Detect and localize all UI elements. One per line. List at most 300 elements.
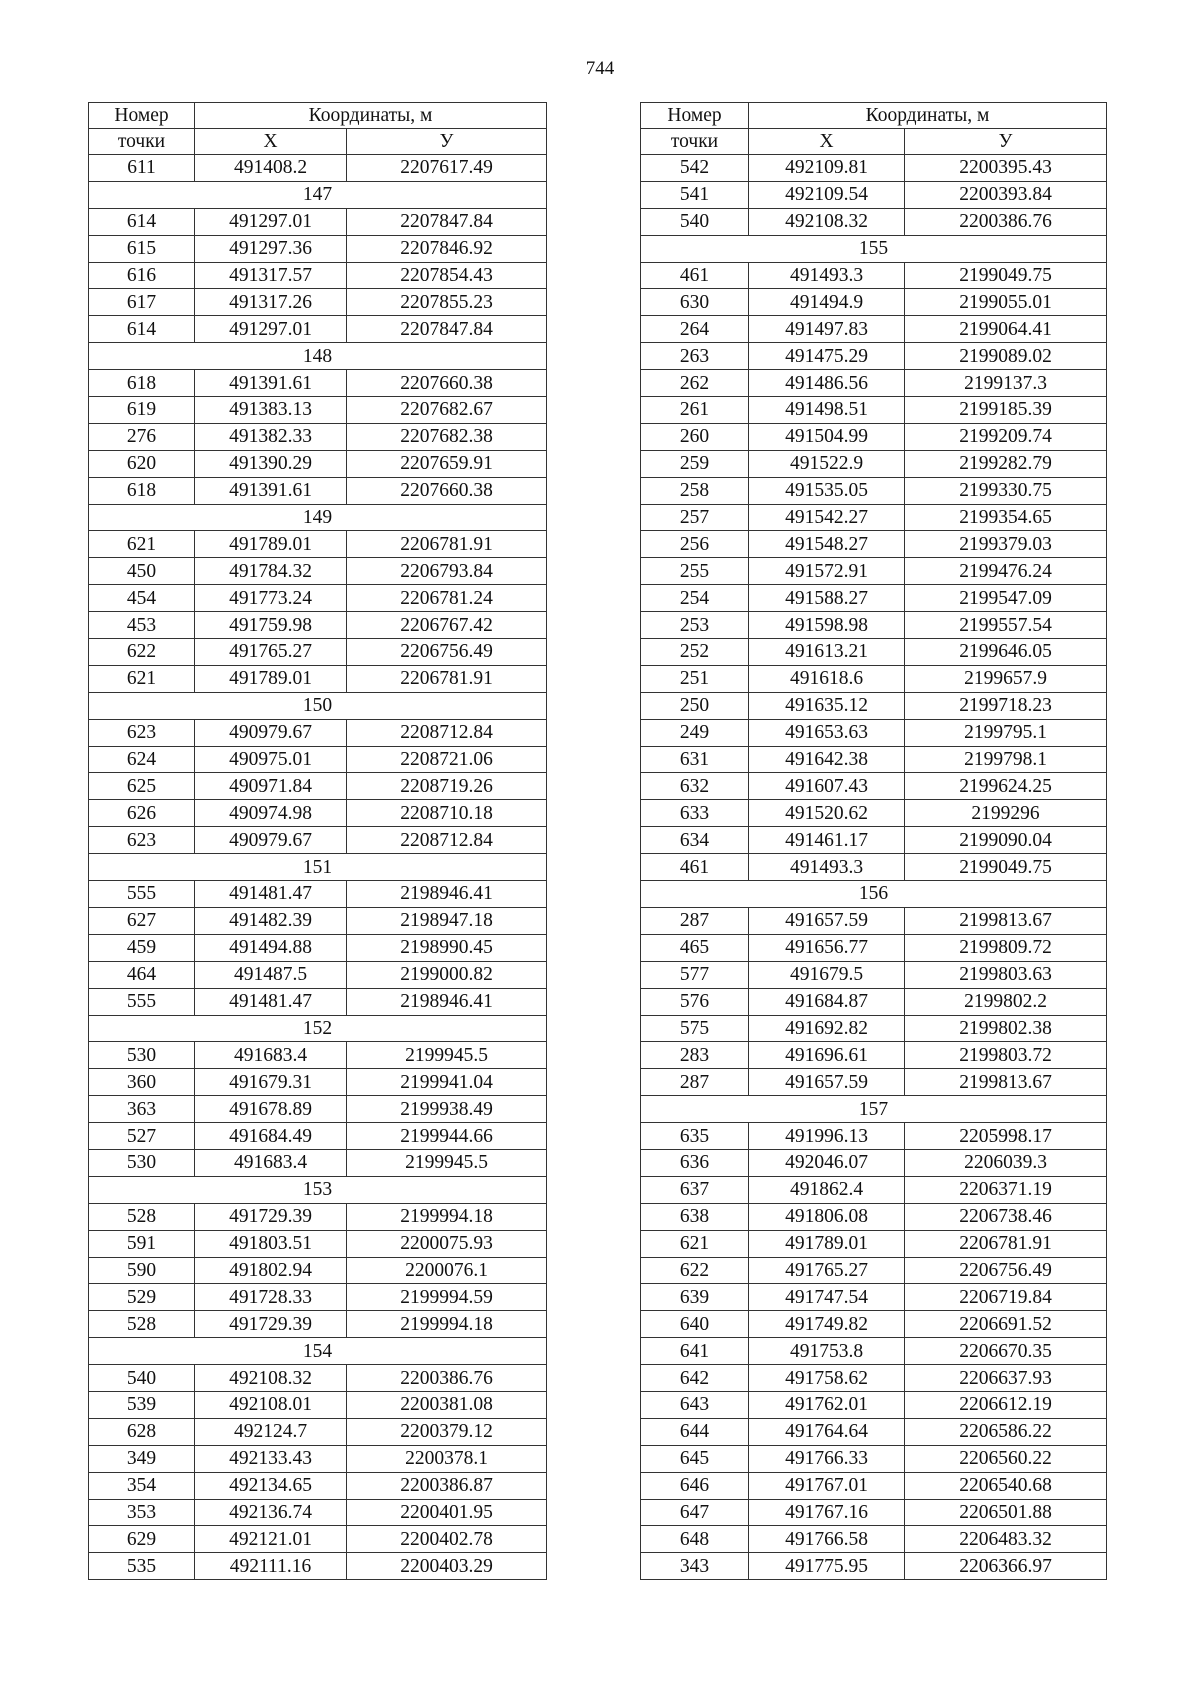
table-row <box>641 1149 1107 1176</box>
table-row <box>641 1472 1107 1499</box>
point-number-cell: 461 <box>641 854 749 881</box>
y-coordinate-cell: 2199354.65 <box>905 504 1107 531</box>
y-coordinate-cell: 2200381.08 <box>347 1391 547 1418</box>
table-row <box>89 1472 547 1499</box>
x-coordinate-cell: 491542.27 <box>749 504 905 531</box>
point-number-cell: 644 <box>641 1418 749 1445</box>
table-row <box>641 1176 1107 1203</box>
y-coordinate-cell: 2200386.87 <box>347 1472 547 1499</box>
y-coordinate-cell: 2200075.93 <box>347 1230 547 1257</box>
x-coordinate-cell: 491297.01 <box>195 316 347 343</box>
y-coordinate-cell: 2199049.75 <box>905 854 1107 881</box>
table-row <box>641 1391 1107 1418</box>
x-coordinate-cell: 491764.64 <box>749 1418 905 1445</box>
y-coordinate-cell: 2199379.03 <box>905 531 1107 558</box>
x-coordinate-cell: 491684.87 <box>749 988 905 1015</box>
table-row <box>641 477 1107 504</box>
y-coordinate-cell: 2206781.24 <box>347 585 547 612</box>
point-number-cell: 255 <box>641 558 749 585</box>
x-coordinate-cell: 491775.95 <box>749 1553 905 1580</box>
y-coordinate-cell: 2199945.5 <box>347 1042 547 1069</box>
point-number-cell: 634 <box>641 827 749 854</box>
y-coordinate-cell: 2200378.1 <box>347 1445 547 1472</box>
section-number: 153 <box>89 1176 547 1203</box>
point-number-cell: 577 <box>641 961 749 988</box>
x-coordinate-cell: 491684.49 <box>195 1123 347 1150</box>
y-coordinate-cell: 2206738.46 <box>905 1203 1107 1230</box>
point-number-cell: 453 <box>89 612 195 639</box>
x-coordinate-cell: 491487.5 <box>195 961 347 988</box>
x-coordinate-cell: 492133.43 <box>195 1445 347 1472</box>
x-coordinate-cell: 490971.84 <box>195 773 347 800</box>
y-coordinate-cell: 2208712.84 <box>347 719 547 746</box>
y-coordinate-cell: 2206039.3 <box>905 1149 1107 1176</box>
x-coordinate-cell: 491572.91 <box>749 558 905 585</box>
table-row <box>641 1042 1107 1069</box>
point-number-cell: 258 <box>641 477 749 504</box>
y-coordinate-cell: 2199049.75 <box>905 262 1107 289</box>
point-number-cell: 540 <box>641 208 749 235</box>
y-coordinate-cell: 2199282.79 <box>905 450 1107 477</box>
point-number-cell: 620 <box>89 450 195 477</box>
table-row <box>641 316 1107 343</box>
point-number-cell: 645 <box>641 1445 749 1472</box>
point-number-cell: 618 <box>89 477 195 504</box>
x-coordinate-cell: 491753.8 <box>749 1338 905 1365</box>
y-coordinate-cell: 2206371.19 <box>905 1176 1107 1203</box>
table-row <box>641 262 1107 289</box>
y-coordinate-cell: 2199803.72 <box>905 1042 1107 1069</box>
section-row <box>641 1096 1107 1123</box>
x-coordinate-cell: 491598.98 <box>749 612 905 639</box>
point-number-cell: 539 <box>89 1391 195 1418</box>
point-number-cell: 260 <box>641 423 749 450</box>
point-number-cell: 530 <box>89 1042 195 1069</box>
point-number-cell: 591 <box>89 1230 195 1257</box>
table-row <box>641 692 1107 719</box>
x-coordinate-cell: 491391.61 <box>195 370 347 397</box>
point-number-cell: 611 <box>89 155 195 182</box>
point-number-cell: 354 <box>89 1472 195 1499</box>
table-row <box>89 827 547 854</box>
table-row <box>641 1311 1107 1338</box>
table-row <box>89 423 547 450</box>
point-number-cell: 627 <box>89 907 195 934</box>
point-number-cell: 631 <box>641 746 749 773</box>
section-row <box>89 343 547 370</box>
x-coordinate-cell: 492136.74 <box>195 1499 347 1526</box>
table-row <box>89 1230 547 1257</box>
section-row <box>641 235 1107 262</box>
point-number-header: Номер <box>641 103 749 129</box>
y-coordinate-cell: 2199476.24 <box>905 558 1107 585</box>
section-number: 154 <box>89 1338 547 1365</box>
table-row <box>641 746 1107 773</box>
point-number-cell: 454 <box>89 585 195 612</box>
table-row <box>641 504 1107 531</box>
y-coordinate-cell: 2207847.84 <box>347 316 547 343</box>
point-number-cell: 633 <box>641 800 749 827</box>
table-row <box>641 1203 1107 1230</box>
y-coordinate-cell: 2199813.67 <box>905 907 1107 934</box>
y-coordinate-cell: 2199090.04 <box>905 827 1107 854</box>
y-coordinate-cell: 2199055.01 <box>905 289 1107 316</box>
y-column-header: У <box>905 129 1107 155</box>
point-number-cell: 253 <box>641 612 749 639</box>
y-coordinate-cell: 2207617.49 <box>347 155 547 182</box>
table-row <box>89 988 547 1015</box>
y-coordinate-cell: 2206540.68 <box>905 1472 1107 1499</box>
x-coordinate-cell: 491692.82 <box>749 1015 905 1042</box>
y-coordinate-cell: 2200401.95 <box>347 1499 547 1526</box>
y-coordinate-cell: 2199330.75 <box>905 477 1107 504</box>
point-number-header-line2: точки <box>641 129 749 155</box>
y-coordinate-cell: 2208710.18 <box>347 800 547 827</box>
x-coordinate-cell: 491383.13 <box>195 397 347 424</box>
y-coordinate-cell: 2207659.91 <box>347 450 547 477</box>
point-number-cell: 257 <box>641 504 749 531</box>
table-row <box>641 1123 1107 1150</box>
section-number: 147 <box>89 181 547 208</box>
x-coordinate-cell: 491679.31 <box>195 1069 347 1096</box>
point-number-cell: 276 <box>89 423 195 450</box>
x-coordinate-cell: 491607.43 <box>749 773 905 800</box>
point-number-cell: 250 <box>641 692 749 719</box>
table-row <box>89 316 547 343</box>
point-number-cell: 287 <box>641 1069 749 1096</box>
table-row <box>641 343 1107 370</box>
y-coordinate-cell: 2207855.23 <box>347 289 547 316</box>
y-coordinate-cell: 2199795.1 <box>905 719 1107 746</box>
coordinates-table-left <box>88 102 547 1580</box>
x-coordinate-cell: 491656.77 <box>749 934 905 961</box>
y-coordinate-cell: 2199209.74 <box>905 423 1107 450</box>
table-row <box>89 1391 547 1418</box>
point-number-cell: 256 <box>641 531 749 558</box>
table-row <box>641 639 1107 666</box>
table-row <box>641 1338 1107 1365</box>
y-coordinate-cell: 2206767.42 <box>347 612 547 639</box>
point-number-cell: 635 <box>641 1123 749 1150</box>
point-number-cell: 614 <box>89 316 195 343</box>
y-coordinate-cell: 2207660.38 <box>347 477 547 504</box>
y-coordinate-cell: 2208721.06 <box>347 746 547 773</box>
x-coordinate-cell: 491749.82 <box>749 1311 905 1338</box>
table-row <box>641 854 1107 881</box>
y-coordinate-cell: 2198947.18 <box>347 907 547 934</box>
point-number-cell: 575 <box>641 1015 749 1042</box>
section-row <box>89 181 547 208</box>
section-row <box>89 1338 547 1365</box>
x-coordinate-cell: 491408.2 <box>195 155 347 182</box>
point-number-cell: 555 <box>89 881 195 908</box>
point-number-cell: 590 <box>89 1257 195 1284</box>
x-coordinate-cell: 491498.51 <box>749 397 905 424</box>
page-number: 744 <box>585 58 615 79</box>
point-number-cell: 529 <box>89 1284 195 1311</box>
point-number-header: Номер <box>89 103 195 129</box>
x-coordinate-cell: 491504.99 <box>749 423 905 450</box>
x-coordinate-cell: 491803.51 <box>195 1230 347 1257</box>
y-coordinate-cell: 2199000.82 <box>347 961 547 988</box>
x-coordinate-cell: 491297.36 <box>195 235 347 262</box>
y-coordinate-cell: 2207847.84 <box>347 208 547 235</box>
point-number-cell: 636 <box>641 1149 749 1176</box>
point-number-cell: 618 <box>89 370 195 397</box>
x-coordinate-cell: 491765.27 <box>749 1257 905 1284</box>
x-coordinate-cell: 491493.3 <box>749 854 905 881</box>
y-coordinate-cell: 2199809.72 <box>905 934 1107 961</box>
y-coordinate-cell: 2206366.97 <box>905 1553 1107 1580</box>
x-coordinate-cell: 491391.61 <box>195 477 347 504</box>
table-row <box>641 289 1107 316</box>
point-number-header-line2: точки <box>89 129 195 155</box>
table-row <box>641 719 1107 746</box>
point-number-cell: 641 <box>641 1338 749 1365</box>
point-number-cell: 527 <box>89 1123 195 1150</box>
x-coordinate-cell: 492134.65 <box>195 1472 347 1499</box>
x-coordinate-cell: 491497.83 <box>749 316 905 343</box>
point-number-cell: 555 <box>89 988 195 1015</box>
table-row <box>89 773 547 800</box>
x-coordinate-cell: 491475.29 <box>749 343 905 370</box>
table-row <box>89 961 547 988</box>
table-row <box>89 1149 547 1176</box>
y-coordinate-cell: 2206781.91 <box>347 531 547 558</box>
y-coordinate-cell: 2206612.19 <box>905 1391 1107 1418</box>
table-row <box>641 370 1107 397</box>
x-coordinate-cell: 491653.63 <box>749 719 905 746</box>
x-coordinate-cell: 491493.3 <box>749 262 905 289</box>
x-coordinate-cell: 491767.01 <box>749 1472 905 1499</box>
y-coordinate-cell: 2208719.26 <box>347 773 547 800</box>
x-coordinate-cell: 491678.89 <box>195 1096 347 1123</box>
y-coordinate-cell: 2199547.09 <box>905 585 1107 612</box>
x-coordinate-cell: 492109.54 <box>749 181 905 208</box>
x-coordinate-cell: 491747.54 <box>749 1284 905 1311</box>
y-coordinate-cell: 2206793.84 <box>347 558 547 585</box>
table-row <box>89 1445 547 1472</box>
point-number-cell: 621 <box>641 1230 749 1257</box>
y-coordinate-cell: 2198990.45 <box>347 934 547 961</box>
y-coordinate-cell: 2199296 <box>905 800 1107 827</box>
point-number-cell: 343 <box>641 1553 749 1580</box>
point-number-cell: 465 <box>641 934 749 961</box>
x-coordinate-cell: 491535.05 <box>749 477 905 504</box>
coordinates-table-right <box>640 102 1107 1580</box>
x-coordinate-cell: 491759.98 <box>195 612 347 639</box>
table-row <box>641 1257 1107 1284</box>
x-coordinate-cell: 491635.12 <box>749 692 905 719</box>
point-number-cell: 617 <box>89 289 195 316</box>
table-row <box>641 1499 1107 1526</box>
table-row <box>89 1553 547 1580</box>
point-number-cell: 638 <box>641 1203 749 1230</box>
x-coordinate-cell: 491773.24 <box>195 585 347 612</box>
y-coordinate-cell: 2199945.5 <box>347 1149 547 1176</box>
point-number-cell: 622 <box>641 1257 749 1284</box>
x-column-header: X <box>195 129 347 155</box>
x-coordinate-cell: 492124.7 <box>195 1418 347 1445</box>
y-coordinate-cell: 2199802.2 <box>905 988 1107 1015</box>
x-coordinate-cell: 491802.94 <box>195 1257 347 1284</box>
point-number-cell: 541 <box>641 181 749 208</box>
point-number-cell: 616 <box>89 262 195 289</box>
x-coordinate-cell: 491996.13 <box>749 1123 905 1150</box>
x-coordinate-cell: 491789.01 <box>195 531 347 558</box>
y-coordinate-cell: 2200379.12 <box>347 1418 547 1445</box>
x-coordinate-cell: 491588.27 <box>749 585 905 612</box>
table-row <box>89 1257 547 1284</box>
point-number-cell: 626 <box>89 800 195 827</box>
table-row <box>641 423 1107 450</box>
y-coordinate-cell: 2199803.63 <box>905 961 1107 988</box>
table-row <box>89 612 547 639</box>
point-number-cell: 542 <box>641 155 749 182</box>
table-row <box>89 1365 547 1392</box>
table-row <box>89 208 547 235</box>
y-column-header: У <box>347 129 547 155</box>
x-coordinate-cell: 491789.01 <box>749 1230 905 1257</box>
x-coordinate-cell: 491679.5 <box>749 961 905 988</box>
point-number-cell: 643 <box>641 1391 749 1418</box>
table-row <box>641 773 1107 800</box>
section-number: 156 <box>641 881 1107 908</box>
table-row <box>89 477 547 504</box>
x-coordinate-cell: 492108.32 <box>749 208 905 235</box>
table-row <box>641 1284 1107 1311</box>
table-row <box>641 1445 1107 1472</box>
point-number-cell: 264 <box>641 316 749 343</box>
x-coordinate-cell: 491382.33 <box>195 423 347 450</box>
table-row <box>89 1499 547 1526</box>
table-row <box>641 1015 1107 1042</box>
x-coordinate-cell: 491789.01 <box>195 665 347 692</box>
x-coordinate-cell: 491806.08 <box>749 1203 905 1230</box>
x-coordinate-cell: 490974.98 <box>195 800 347 827</box>
point-number-cell: 459 <box>89 934 195 961</box>
x-coordinate-cell: 492046.07 <box>749 1149 905 1176</box>
x-coordinate-cell: 491729.39 <box>195 1203 347 1230</box>
section-number: 150 <box>89 692 547 719</box>
y-coordinate-cell: 2200402.78 <box>347 1526 547 1553</box>
x-coordinate-cell: 491482.39 <box>195 907 347 934</box>
point-number-cell: 648 <box>641 1526 749 1553</box>
point-number-cell: 464 <box>89 961 195 988</box>
point-number-cell: 363 <box>89 1096 195 1123</box>
x-coordinate-cell: 491317.57 <box>195 262 347 289</box>
x-coordinate-cell: 491494.88 <box>195 934 347 961</box>
table-row <box>641 1526 1107 1553</box>
table-row <box>89 558 547 585</box>
table-row <box>641 155 1107 182</box>
point-number-cell: 528 <box>89 1203 195 1230</box>
x-coordinate-cell: 490979.67 <box>195 827 347 854</box>
x-coordinate-cell: 491766.33 <box>749 1445 905 1472</box>
table-row <box>89 746 547 773</box>
section-row <box>89 1176 547 1203</box>
point-number-cell: 252 <box>641 639 749 666</box>
x-coordinate-cell: 491522.9 <box>749 450 905 477</box>
x-coordinate-cell: 492108.01 <box>195 1391 347 1418</box>
point-number-cell: 360 <box>89 1069 195 1096</box>
y-coordinate-cell: 2199624.25 <box>905 773 1107 800</box>
x-coordinate-cell: 491696.61 <box>749 1042 905 1069</box>
x-coordinate-cell: 491762.01 <box>749 1391 905 1418</box>
x-coordinate-cell: 491683.4 <box>195 1149 347 1176</box>
y-coordinate-cell: 2206719.84 <box>905 1284 1107 1311</box>
table-row <box>641 1553 1107 1580</box>
x-coordinate-cell: 491618.6 <box>749 665 905 692</box>
table-row <box>89 1042 547 1069</box>
y-coordinate-cell: 2199718.23 <box>905 692 1107 719</box>
point-number-cell: 349 <box>89 1445 195 1472</box>
point-number-cell: 249 <box>641 719 749 746</box>
point-number-cell: 619 <box>89 397 195 424</box>
x-coordinate-cell: 490979.67 <box>195 719 347 746</box>
table-row <box>641 1365 1107 1392</box>
table-row <box>641 585 1107 612</box>
x-coordinate-cell: 491613.21 <box>749 639 905 666</box>
table-row <box>641 934 1107 961</box>
point-number-cell: 614 <box>89 208 195 235</box>
point-number-cell: 450 <box>89 558 195 585</box>
point-number-cell: 353 <box>89 1499 195 1526</box>
y-coordinate-cell: 2199941.04 <box>347 1069 547 1096</box>
x-coordinate-cell: 491481.47 <box>195 881 347 908</box>
y-coordinate-cell: 2199089.02 <box>905 343 1107 370</box>
y-coordinate-cell: 2199813.67 <box>905 1069 1107 1096</box>
x-coordinate-cell: 492111.16 <box>195 1553 347 1580</box>
table-row <box>641 531 1107 558</box>
table-row <box>641 397 1107 424</box>
table-row <box>641 1069 1107 1096</box>
x-coordinate-cell: 491784.32 <box>195 558 347 585</box>
point-number-cell: 623 <box>89 719 195 746</box>
table-row <box>641 800 1107 827</box>
x-coordinate-cell: 491481.47 <box>195 988 347 1015</box>
x-coordinate-cell: 491758.62 <box>749 1365 905 1392</box>
x-coordinate-cell: 491520.62 <box>749 800 905 827</box>
y-coordinate-cell: 2199657.9 <box>905 665 1107 692</box>
point-number-cell: 287 <box>641 907 749 934</box>
y-coordinate-cell: 2200393.84 <box>905 181 1107 208</box>
y-coordinate-cell: 2199994.59 <box>347 1284 547 1311</box>
y-coordinate-cell: 2207854.43 <box>347 262 547 289</box>
point-number-cell: 621 <box>89 665 195 692</box>
x-coordinate-cell: 492121.01 <box>195 1526 347 1553</box>
y-coordinate-cell: 2206637.93 <box>905 1365 1107 1392</box>
section-number: 148 <box>89 343 547 370</box>
table-row <box>641 558 1107 585</box>
table-row <box>89 1069 547 1096</box>
point-number-cell: 535 <box>89 1553 195 1580</box>
section-number: 157 <box>641 1096 1107 1123</box>
x-coordinate-cell: 491765.27 <box>195 639 347 666</box>
table-row <box>641 1418 1107 1445</box>
point-number-cell: 540 <box>89 1365 195 1392</box>
point-number-cell: 647 <box>641 1499 749 1526</box>
point-number-cell: 259 <box>641 450 749 477</box>
table-row <box>641 612 1107 639</box>
table-row <box>89 531 547 558</box>
table-row <box>89 934 547 961</box>
table-row <box>641 208 1107 235</box>
x-coordinate-cell: 491657.59 <box>749 1069 905 1096</box>
x-coordinate-cell: 491461.17 <box>749 827 905 854</box>
table-row <box>89 397 547 424</box>
table-row <box>89 719 547 746</box>
